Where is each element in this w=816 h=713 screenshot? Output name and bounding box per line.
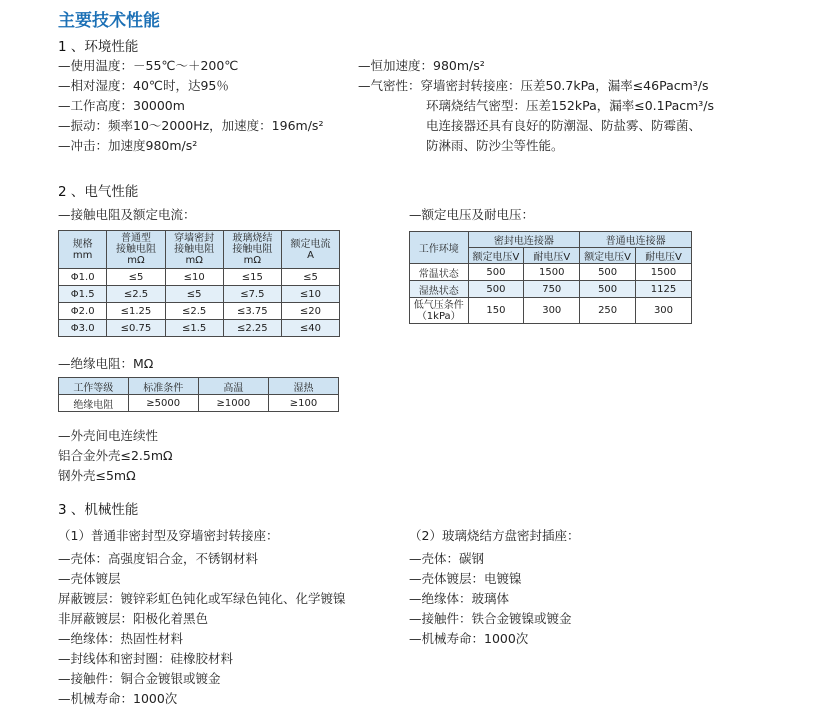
table-cell: Φ1.5 — [59, 286, 107, 303]
table-cell: 1500 — [524, 264, 580, 281]
contact-caption: —接触电阻及额定电流： — [58, 207, 196, 222]
insul-header: 高温 — [198, 378, 268, 395]
table-cell: ≤5 — [165, 286, 223, 303]
insul-header: 工作等级 — [59, 378, 129, 395]
table-cell: 湿热状态 — [410, 281, 469, 298]
table-cell: 1125 — [635, 281, 691, 298]
table-cell: 1500 — [635, 264, 691, 281]
mech-left-list — [58, 549, 346, 709]
insul-header: 湿热 — [268, 378, 338, 395]
env-item: —工作高度：30000m — [58, 98, 185, 113]
table-cell: ≥100 — [268, 395, 338, 412]
mech-item: —壳体镀层 — [58, 571, 121, 586]
table-cell: Φ1.0 — [59, 269, 107, 286]
mech-right-title: （2）玻璃烧结方盘密封插座： — [409, 528, 580, 543]
table-cell: ≥1000 — [198, 395, 268, 412]
voltage-caption: —额定电压及耐电压： — [409, 207, 535, 222]
shell-item: 铝合金外壳≤2.5mΩ — [58, 448, 173, 463]
table-cell: ≤3.75 — [223, 303, 281, 320]
table-cell: ≤0.75 — [107, 320, 165, 337]
table-cell: ≤7.5 — [223, 286, 281, 303]
voltage-group-header: 密封电连接器 — [468, 232, 580, 248]
mech-item: —壳体：碳钢 — [409, 551, 485, 566]
voltage-table — [409, 231, 692, 324]
env-item: 环璃烧结气密型：压差152kPa，漏率≤0.1Pacm³/s — [426, 98, 715, 113]
table-cell: ≤2.5 — [107, 286, 165, 303]
voltage-sub-header: 耐电压V — [635, 248, 691, 264]
elec-heading: 2 、电气性能 — [58, 184, 139, 200]
insul-table — [58, 377, 339, 412]
table-cell: ≤1.25 — [107, 303, 165, 320]
mech-item: —机械寿命：1000次 — [58, 691, 178, 706]
mech-item: —绝缘体：热固性材料 — [58, 631, 184, 646]
contact-header: 玻璃烧结 接触电阻 mΩ — [223, 231, 281, 269]
voltage-group-header: 普通电连接器 — [580, 232, 692, 248]
mech-left-title: （1）普通非密封型及穿墙密封转接座： — [58, 528, 279, 543]
table-cell: ≤15 — [223, 269, 281, 286]
table-cell: 500 — [468, 281, 524, 298]
table-cell: ≤10 — [281, 286, 339, 303]
shell-item: 钢外壳≤5mΩ — [58, 468, 136, 483]
page-title: 主要技术性能 — [58, 11, 160, 31]
voltage-env-header: 工作环境 — [410, 232, 469, 264]
env-heading: 1 、环境性能 — [58, 39, 139, 55]
mech-heading: 3 、机械性能 — [58, 502, 139, 518]
table-row — [59, 395, 339, 412]
mech-item: —壳体镀层：电镀镍 — [409, 571, 522, 586]
env-right-list — [358, 56, 714, 156]
table-cell: 300 — [635, 298, 691, 324]
contact-header: 规格 mm — [59, 231, 107, 269]
table-cell: 常温状态 — [410, 264, 469, 281]
contact-header: 普通型 接触电阻 mΩ — [107, 231, 165, 269]
shell-continuity — [58, 426, 173, 486]
env-item: —相对湿度：40℃时，达95％ — [58, 78, 229, 93]
env-item: 防淋雨、防沙尘等性能。 — [426, 138, 564, 153]
table-cell: 150 — [468, 298, 524, 324]
table-row — [410, 298, 692, 324]
shell-item: —外壳间电连续性 — [58, 428, 159, 443]
table-cell: 750 — [524, 281, 580, 298]
mech-item: —接触件：铁合金镀镍或镀金 — [409, 611, 572, 626]
table-cell: ≤2.25 — [223, 320, 281, 337]
table-cell: ≤40 — [281, 320, 339, 337]
table-cell: ≥5000 — [128, 395, 198, 412]
table-cell: 300 — [524, 298, 580, 324]
table-row — [59, 269, 340, 286]
contact-table — [58, 230, 340, 337]
table-cell: 250 — [580, 298, 636, 324]
mech-item: —壳体：高强度铝合金，不锈钢材料 — [58, 551, 259, 566]
table-row — [59, 303, 340, 320]
table-cell: 绝缘电阻 — [59, 395, 129, 412]
table-cell: ≤10 — [165, 269, 223, 286]
env-item: —气密性：穿墙密封转接座：压差50.7kPa，漏率≤46Pacm³/s — [358, 78, 709, 93]
env-item: —振动：频率10～2000Hz，加速度：196m/s² — [58, 118, 324, 133]
env-item: —使用温度：－55℃～＋200℃ — [58, 58, 239, 73]
env-item: —冲击：加速度980m/s² — [58, 138, 198, 153]
table-cell: 低气压条件 （1kPa） — [410, 298, 469, 324]
mech-item: —封线体和密封圈：硅橡胶材料 — [58, 651, 234, 666]
env-left-list — [58, 56, 323, 156]
mech-item: 屏蔽镀层：镀锌彩虹色钝化或军绿色钝化、化学镀镍 — [58, 591, 346, 606]
mech-item: —机械寿命：1000次 — [409, 631, 529, 646]
mech-right-list — [409, 549, 572, 649]
table-cell: ≤20 — [281, 303, 339, 320]
table-cell: ≤1.5 — [165, 320, 223, 337]
table-cell: 500 — [468, 264, 524, 281]
table-row — [410, 264, 692, 281]
voltage-sub-header: 额定电压V — [580, 248, 636, 264]
mech-item: —绝缘体：玻璃体 — [409, 591, 510, 606]
table-cell: ≤2.5 — [165, 303, 223, 320]
insul-header: 标准条件 — [128, 378, 198, 395]
contact-header: 穿墙密封 接触电阻 mΩ — [165, 231, 223, 269]
table-row — [410, 281, 692, 298]
mech-item: —接触件：铜合金镀银或镀金 — [58, 671, 221, 686]
contact-header: 额定电流 A — [281, 231, 339, 269]
table-row — [59, 286, 340, 303]
voltage-sub-header: 额定电压V — [468, 248, 524, 264]
mech-item: 非屏蔽镀层：阳极化着黑色 — [58, 611, 209, 626]
table-cell: Φ2.0 — [59, 303, 107, 320]
insul-caption: —绝缘电阻：MΩ — [58, 356, 154, 371]
env-item: —恒加速度：980m/s² — [358, 58, 485, 73]
table-cell: Φ3.0 — [59, 320, 107, 337]
table-cell: 500 — [580, 281, 636, 298]
table-row — [59, 320, 340, 337]
voltage-sub-header: 耐电压V — [524, 248, 580, 264]
table-cell: 500 — [580, 264, 636, 281]
env-item: 电连接器还具有良好的防潮湿、防盐雾、防霉菌、 — [426, 118, 702, 133]
table-cell: ≤5 — [281, 269, 339, 286]
table-cell: ≤5 — [107, 269, 165, 286]
